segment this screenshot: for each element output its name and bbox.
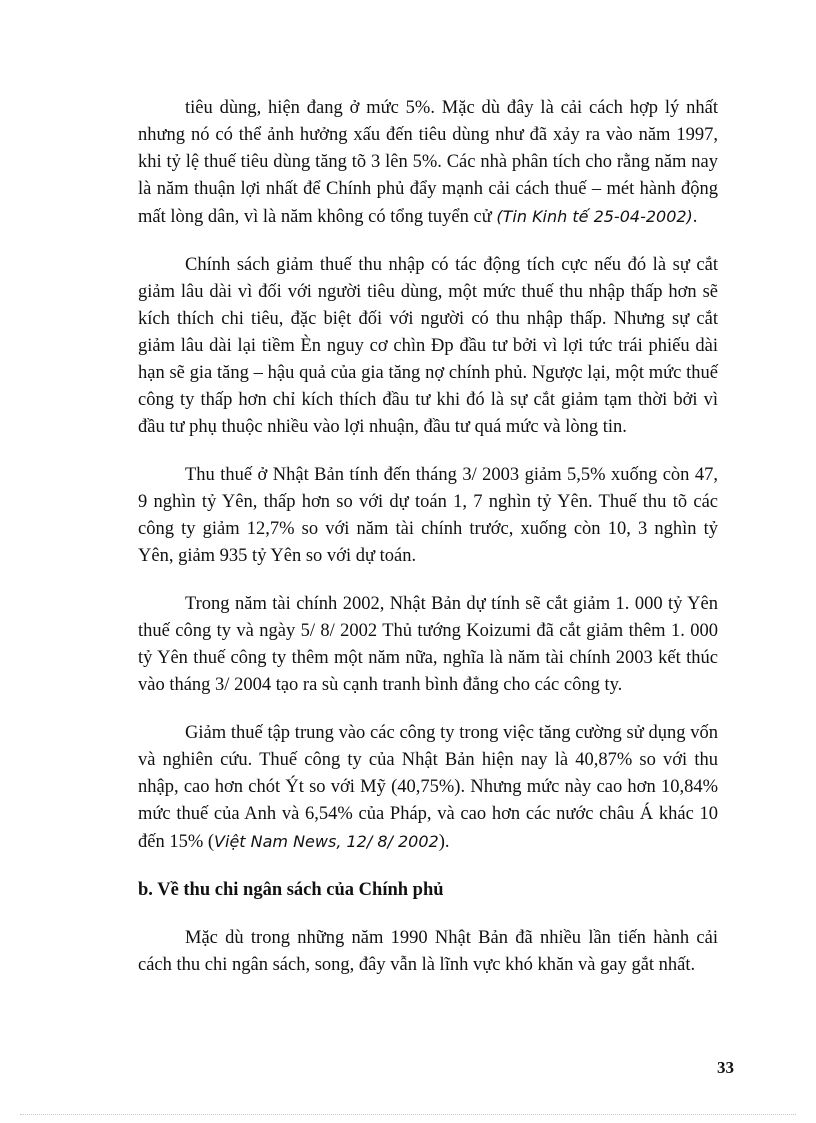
citation-tin-kinh-te: (Tin Kinh tế 25-04-2002)	[496, 207, 693, 226]
paragraph-fiscal-2002	[138, 591, 718, 699]
paragraph-tax-revenue	[138, 462, 718, 570]
citation-viet-nam-news: Việt Nam News, 12/ 8/ 2002	[214, 832, 439, 851]
paragraph-consumption-tax	[138, 95, 718, 231]
paragraph-text: Chính sách giảm thuế thu nhập có tác động tích cực nếu đó là sự cắt giảm lâu dài vì đối với người tiêu dùng, một mức thuế thu nhập thấp hơn sẽ kích thích chi tiêu, đặc biệt đối với người có thu nhập thấp. Nhưng sự cắt giảm lâu dài lại tiềm Èn nguy cơ chìn Ðp đầu tư bởi vì lợi tức trái phiếu dài hạn sẽ gia tăng – hậu quả của gia tăng nợ chính phủ. Ngược lại, một mức thuế công ty thấp hơn chỉ kích thích đầu tư khi đó là sự cắt giảm tạm thời bởi vì đầu tư phụ thuộc nhiều vào lợi nhuận, đầu tư quá mức và lòng tin.	[138, 255, 718, 437]
paragraph-corporate-tax	[138, 720, 718, 856]
footer-divider	[20, 1114, 796, 1115]
paragraph-text: Trong năm tài chính 2002, Nhật Bản dự tính sẽ cắt giảm 1. 000 tỷ Yên thuế công ty và ngày 5/ 8/ 2002 Thủ tướng Koizumi đã cắt giảm thêm 1. 000 tỷ Yên thuế công ty thêm một năm nữa, nghĩa là năm tài chính 2003 kết thúc vào tháng 3/ 2004 tạo ra sù cạnh tranh bình đẳng cho các công ty.	[138, 594, 718, 695]
paragraph-ending: .	[692, 207, 698, 227]
paragraph-income-tax-policy	[138, 252, 718, 441]
body-text	[138, 95, 718, 1000]
paragraph-text: tiêu dùng, hiện đang ở mức 5%. Mặc dù đây là cải cách hợp lý nhất nhưng nó có thể ảnh hưởng xấu đến tiêu dùng như đã xảy ra vào năm 1997, khi tỷ lệ thuế tiêu dùng tăng tõ 3 lên 5%. Các nhà phân tích cho rằng năm nay là năm thuận lợi nhất để Chính phủ đẩy mạnh cải cách thuế – mét hành động mất lòng dân, vì là năm không có tổng tuyển cử	[138, 98, 718, 227]
page-number: 33	[717, 1058, 734, 1077]
paragraph-ending: ).	[438, 832, 450, 852]
section-heading: b. Về thu chi ngân sách của Chính phủ	[138, 880, 444, 900]
paragraph-text: Thu thuế ở Nhật Bản tính đến tháng 3/ 2003 giảm 5,5% xuống còn 47, 9 nghìn tỷ Yên, thấp hơn so với dự toán 1, 7 nghìn tỷ Yên. Thuế thu tõ các công ty giảm 12,7% so với năm tài chính trước, xuống còn 10, 3 nghìn tỷ Yên, giảm 935 tỷ Yên so với dự toán.	[138, 465, 718, 566]
paragraph-budget: Mặc dù trong những năm 1990 Nhật Bản đã nhiều lần tiến hành cải cách thu chi ngân sách, song, đây vẫn là lĩnh vực khó khăn và gay gắt nhất.	[138, 928, 718, 975]
paragraph-text: Giảm thuế tập trung vào các công ty trong việc tăng cường sử dụng vốn và nghiên cứu. Thuế công ty của Nhật Bản hiện nay là 40,87% so với thu nhập, cao hơn chót Ýt so với Mỹ (40,75%). Nhưng mức này cao hơn 10,84% mức thuế của Anh và 6,54% của Pháp, và cao hơn các nước châu Á khác 10 đến 15% (	[138, 723, 718, 852]
